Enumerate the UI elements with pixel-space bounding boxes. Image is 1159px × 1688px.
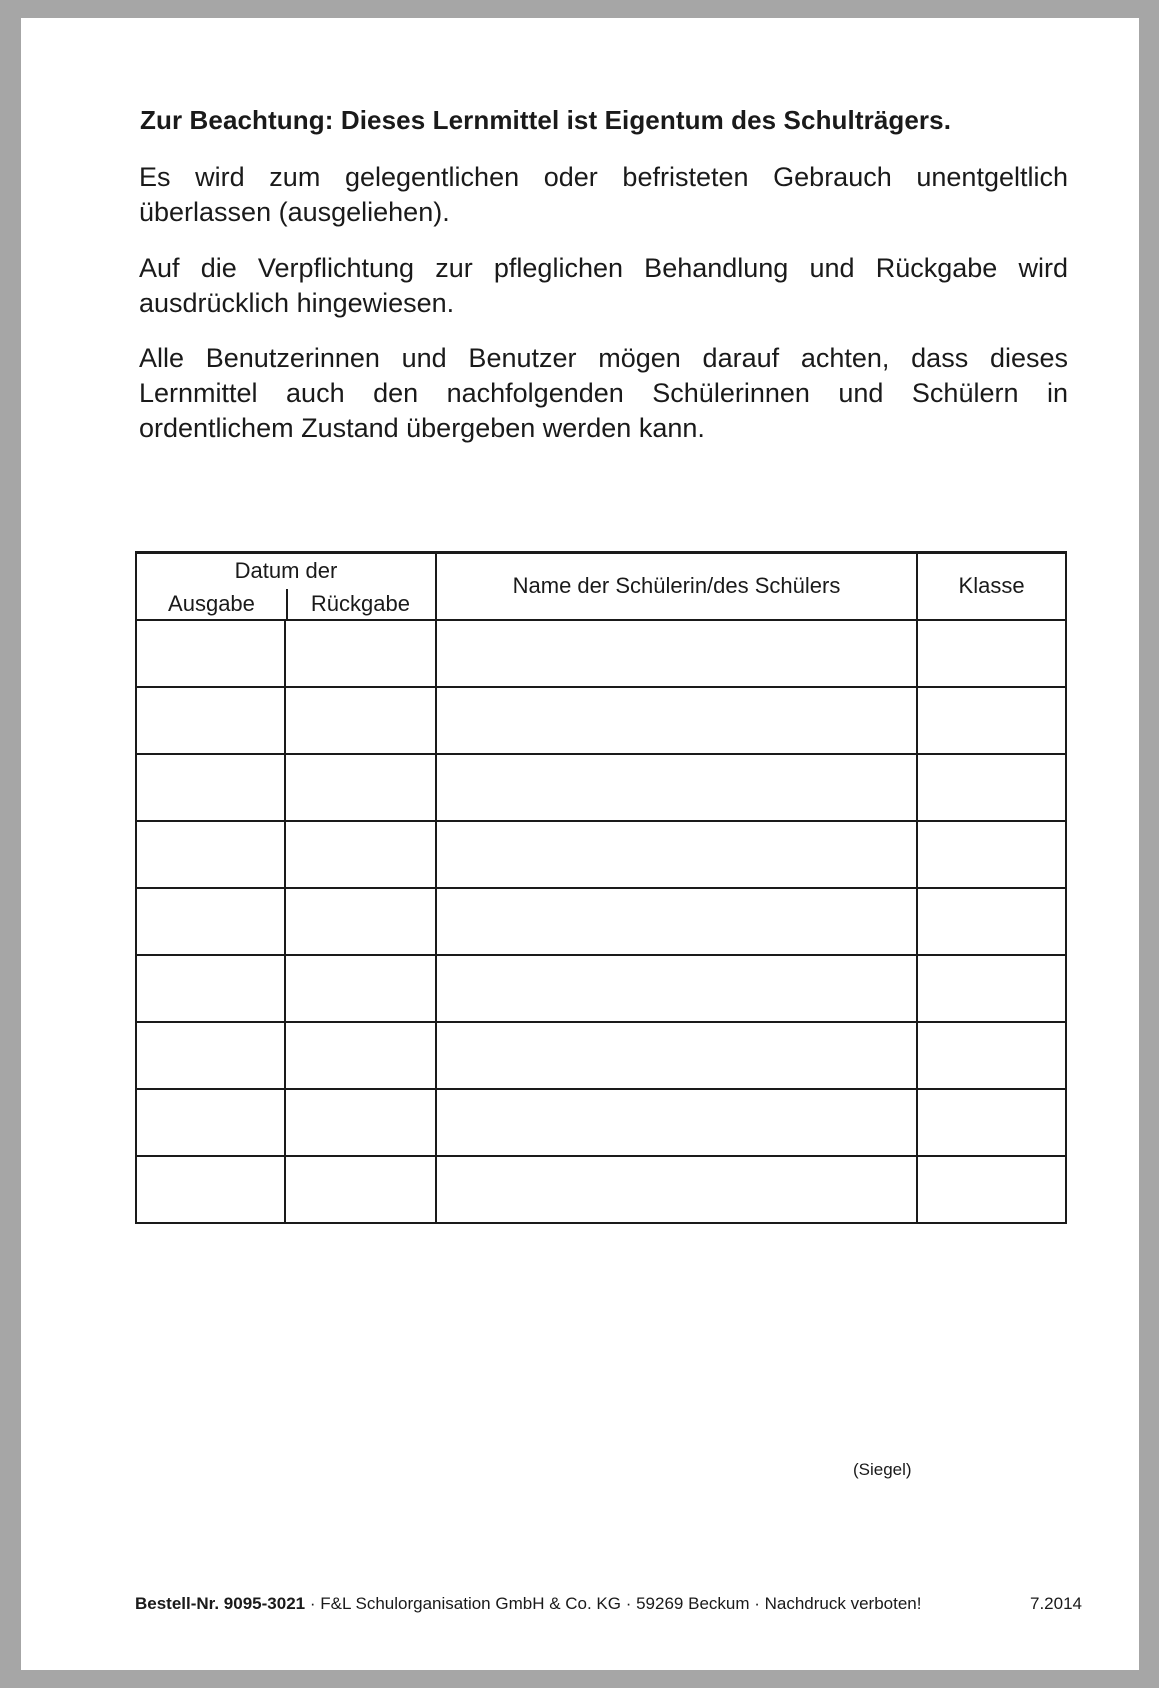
table-row xyxy=(136,620,1066,687)
return-date-cell[interactable] xyxy=(285,1089,436,1156)
date-group-label: Datum der xyxy=(234,557,338,583)
issue-date-cell[interactable] xyxy=(136,620,285,687)
return-date-cell[interactable] xyxy=(285,821,436,888)
student-name-cell[interactable] xyxy=(436,754,917,821)
table-row xyxy=(136,955,1066,1022)
issue-date-column-header: Ausgabe xyxy=(168,590,255,616)
issue-date-cell[interactable] xyxy=(136,1022,285,1089)
table-row xyxy=(136,1156,1066,1223)
issue-date-cell[interactable] xyxy=(136,955,285,1022)
return-date-cell[interactable] xyxy=(285,754,436,821)
date-column-group-header xyxy=(136,553,436,620)
footer-imprint xyxy=(135,1594,1085,1614)
issue-date-cell[interactable] xyxy=(136,1156,285,1223)
student-name-column-header: Name der Schülerin/des Schülers xyxy=(436,553,917,620)
seal-label: (Siegel) xyxy=(853,1460,912,1479)
issue-date-cell[interactable] xyxy=(136,1089,285,1156)
notice-heading: Zur Beachtung: Dieses Lernmittel ist Eigentum des Schulträgers. xyxy=(140,105,952,135)
issue-date-cell[interactable] xyxy=(136,687,285,754)
student-name-cell[interactable] xyxy=(436,1022,917,1089)
return-date-column-header: Rückgabe xyxy=(310,590,410,616)
class-cell[interactable] xyxy=(917,1022,1066,1089)
student-name-cell[interactable] xyxy=(436,821,917,888)
table-header-row xyxy=(136,553,1066,620)
return-date-cell[interactable] xyxy=(285,620,436,687)
notice-paragraph-loan: Es wird zum gelegentlichen oder befristeten Gebrauch unentgeltlich überlassen (ausgeliehen). xyxy=(139,162,1068,227)
return-date-cell[interactable] xyxy=(285,687,436,754)
table-row xyxy=(136,1089,1066,1156)
class-cell[interactable] xyxy=(917,955,1066,1022)
class-cell[interactable] xyxy=(917,1089,1066,1156)
student-name-cell[interactable] xyxy=(436,955,917,1022)
student-name-cell[interactable] xyxy=(436,620,917,687)
footer-order-number: Bestell-Nr. 9095-3021 xyxy=(135,1594,306,1613)
student-name-cell[interactable] xyxy=(436,687,917,754)
student-name-cell[interactable] xyxy=(436,888,917,955)
document-page xyxy=(21,18,1139,1670)
student-name-cell[interactable] xyxy=(436,1156,917,1223)
return-date-cell[interactable] xyxy=(285,1156,436,1223)
issue-date-cell[interactable] xyxy=(136,821,285,888)
return-date-cell[interactable] xyxy=(285,955,436,1022)
issue-date-cell[interactable] xyxy=(136,754,285,821)
class-cell[interactable] xyxy=(917,687,1066,754)
class-cell[interactable] xyxy=(917,888,1066,955)
table-row xyxy=(136,754,1066,821)
return-date-cell[interactable] xyxy=(285,888,436,955)
table-row xyxy=(136,821,1066,888)
class-cell[interactable] xyxy=(917,1156,1066,1223)
footer-edition-date: 7.2014 xyxy=(1030,1594,1082,1613)
footer-publisher-info: · F&L Schulorganisation GmbH & Co. KG · 59269 Beckum · Nachdruck verboten! xyxy=(305,1594,922,1613)
table-row xyxy=(136,687,1066,754)
class-cell[interactable] xyxy=(917,821,1066,888)
table-row xyxy=(136,888,1066,955)
table-row xyxy=(136,1022,1066,1089)
issue-date-cell[interactable] xyxy=(136,888,285,955)
class-cell[interactable] xyxy=(917,754,1066,821)
notice-paragraph-condition: Alle Benutzerinnen und Benutzer mögen darauf achten, dass dieses Lernmittel auch den nachfolgenden Schülerinnen und Schülern in ordentlichem Zustand übergeben werden kann. xyxy=(139,343,1068,443)
loan-record-table xyxy=(135,551,1067,1224)
student-name-cell[interactable] xyxy=(436,1089,917,1156)
class-cell[interactable] xyxy=(917,620,1066,687)
return-date-cell[interactable] xyxy=(285,1022,436,1089)
notice-paragraph-care: Auf die Verpflichtung zur pfleglichen Behandlung und Rückgabe wird ausdrücklich hingewiesen. xyxy=(139,253,1068,318)
class-column-header: Klasse xyxy=(917,553,1066,620)
